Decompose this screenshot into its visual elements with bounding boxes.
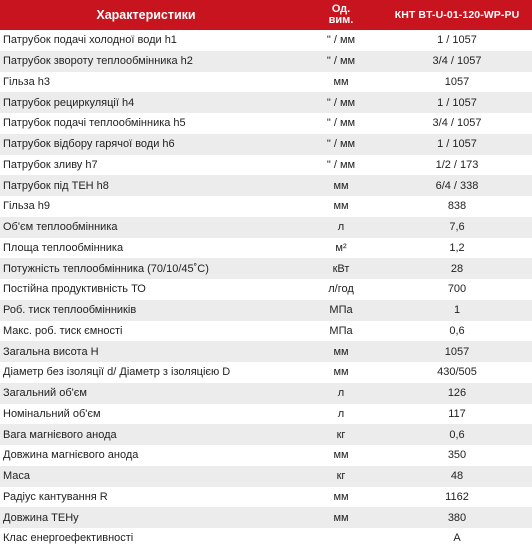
table-row: [0, 466, 532, 487]
table-row: [0, 424, 532, 445]
characteristic-value: 430/505: [382, 362, 532, 383]
characteristic-value: 1057: [382, 341, 532, 362]
characteristic-name: Клас енергоефективності: [0, 528, 300, 549]
characteristic-unit: л: [300, 383, 382, 404]
characteristic-name: Номінальний об'єм: [0, 404, 300, 425]
characteristic-unit: " / мм: [300, 51, 382, 72]
characteristic-name: Патрубок зливу h7: [0, 155, 300, 176]
characteristic-value: 1/2 / 173: [382, 155, 532, 176]
table-row: [0, 238, 532, 259]
characteristic-name: Патрубок звороту теплообмінника h2: [0, 51, 300, 72]
characteristic-name: Макс. роб. тиск ємності: [0, 321, 300, 342]
characteristic-name: Патрубок подачі теплообмінника h5: [0, 113, 300, 134]
table-row: [0, 445, 532, 466]
characteristic-unit: мм: [300, 196, 382, 217]
characteristic-value: 117: [382, 404, 532, 425]
table-row: [0, 217, 532, 238]
characteristic-unit: мм: [300, 341, 382, 362]
characteristic-name: Загальний об'єм: [0, 383, 300, 404]
characteristic-value: 0,6: [382, 424, 532, 445]
characteristic-unit: мм: [300, 507, 382, 528]
header-unit-line2: вим.: [328, 14, 354, 26]
characteristic-value: 28: [382, 258, 532, 279]
characteristic-name: Вага магнієвого анода: [0, 424, 300, 445]
characteristic-value: 1,2: [382, 238, 532, 259]
characteristic-unit: " / мм: [300, 92, 382, 113]
table-row: [0, 175, 532, 196]
table-row: [0, 92, 532, 113]
characteristic-name: Патрубок подачі холодної води h1: [0, 30, 300, 51]
characteristic-unit: л/год: [300, 279, 382, 300]
header-unit: [300, 0, 382, 30]
characteristic-unit: м²: [300, 238, 382, 259]
header-model: КНТ BT-U-01-120-WP-PU: [382, 0, 532, 30]
characteristic-value: 1 / 1057: [382, 134, 532, 155]
table-row: [0, 321, 532, 342]
characteristic-unit: кВт: [300, 258, 382, 279]
characteristic-unit: " / мм: [300, 30, 382, 51]
characteristic-name: Патрубок рециркуляції h4: [0, 92, 300, 113]
characteristic-name: Патрубок під ТЕН h8: [0, 175, 300, 196]
table-row: [0, 258, 532, 279]
table-row: [0, 383, 532, 404]
characteristic-unit: кг: [300, 466, 382, 487]
header-characteristics: Характеристики: [0, 0, 300, 30]
characteristic-unit: мм: [300, 175, 382, 196]
characteristic-value: 1162: [382, 487, 532, 508]
characteristic-value: 350: [382, 445, 532, 466]
header-unit-line1: Од.: [331, 3, 351, 15]
characteristic-value: 6/4 / 338: [382, 175, 532, 196]
table-row: [0, 404, 532, 425]
characteristic-unit: " / мм: [300, 134, 382, 155]
characteristic-unit: мм: [300, 72, 382, 93]
table-row: [0, 134, 532, 155]
characteristic-name: Довжина магнієвого анода: [0, 445, 300, 466]
characteristic-value: 838: [382, 196, 532, 217]
characteristic-value: 1 / 1057: [382, 30, 532, 51]
characteristic-value: 1 / 1057: [382, 92, 532, 113]
characteristic-value: 3/4 / 1057: [382, 113, 532, 134]
characteristic-name: Гільза h3: [0, 72, 300, 93]
characteristic-unit: [300, 528, 382, 549]
characteristic-value: 3/4 / 1057: [382, 51, 532, 72]
characteristic-name: Роб. тиск теплообмінників: [0, 300, 300, 321]
table-row: [0, 113, 532, 134]
table-row: [0, 155, 532, 176]
characteristic-value: 700: [382, 279, 532, 300]
characteristic-unit: МПа: [300, 321, 382, 342]
table-row: [0, 30, 532, 51]
characteristic-value: 48: [382, 466, 532, 487]
table-header: [0, 0, 532, 30]
characteristic-name: Загальна висота H: [0, 341, 300, 362]
characteristic-value: A: [382, 528, 532, 549]
table-row: [0, 507, 532, 528]
table-row: [0, 341, 532, 362]
table-row: [0, 279, 532, 300]
characteristic-value: 380: [382, 507, 532, 528]
characteristic-value: 0,6: [382, 321, 532, 342]
characteristic-value: 7,6: [382, 217, 532, 238]
characteristic-unit: " / мм: [300, 155, 382, 176]
characteristic-name: Об'єм теплообмінника: [0, 217, 300, 238]
characteristic-unit: мм: [300, 445, 382, 466]
table-row: [0, 51, 532, 72]
characteristic-unit: кг: [300, 424, 382, 445]
table-row: [0, 362, 532, 383]
characteristic-unit: мм: [300, 362, 382, 383]
characteristic-unit: л: [300, 217, 382, 238]
characteristic-value: 126: [382, 383, 532, 404]
characteristic-unit: " / мм: [300, 113, 382, 134]
characteristic-name: Маса: [0, 466, 300, 487]
characteristic-name: Гільза h9: [0, 196, 300, 217]
characteristic-unit: л: [300, 404, 382, 425]
characteristic-value: 1: [382, 300, 532, 321]
characteristic-name: Потужність теплообмінника (70/10/45˚С): [0, 258, 300, 279]
characteristic-value: 1057: [382, 72, 532, 93]
table-row: [0, 528, 532, 549]
characteristic-unit: мм: [300, 487, 382, 508]
characteristic-name: Довжина ТЕНу: [0, 507, 300, 528]
table-row: [0, 72, 532, 93]
table-body: [0, 30, 532, 549]
characteristic-name: Постійна продуктивність ТО: [0, 279, 300, 300]
characteristic-name: Радіус кантування R: [0, 487, 300, 508]
characteristic-name: Діаметр без ізоляції d/ Діаметр з ізоляцією D: [0, 362, 300, 383]
table-row: [0, 487, 532, 508]
table-row: [0, 196, 532, 217]
header-row: [0, 0, 532, 30]
characteristic-name: Площа теплообмінника: [0, 238, 300, 259]
characteristic-name: Патрубок відбору гарячої води h6: [0, 134, 300, 155]
characteristic-unit: МПа: [300, 300, 382, 321]
table-row: [0, 300, 532, 321]
